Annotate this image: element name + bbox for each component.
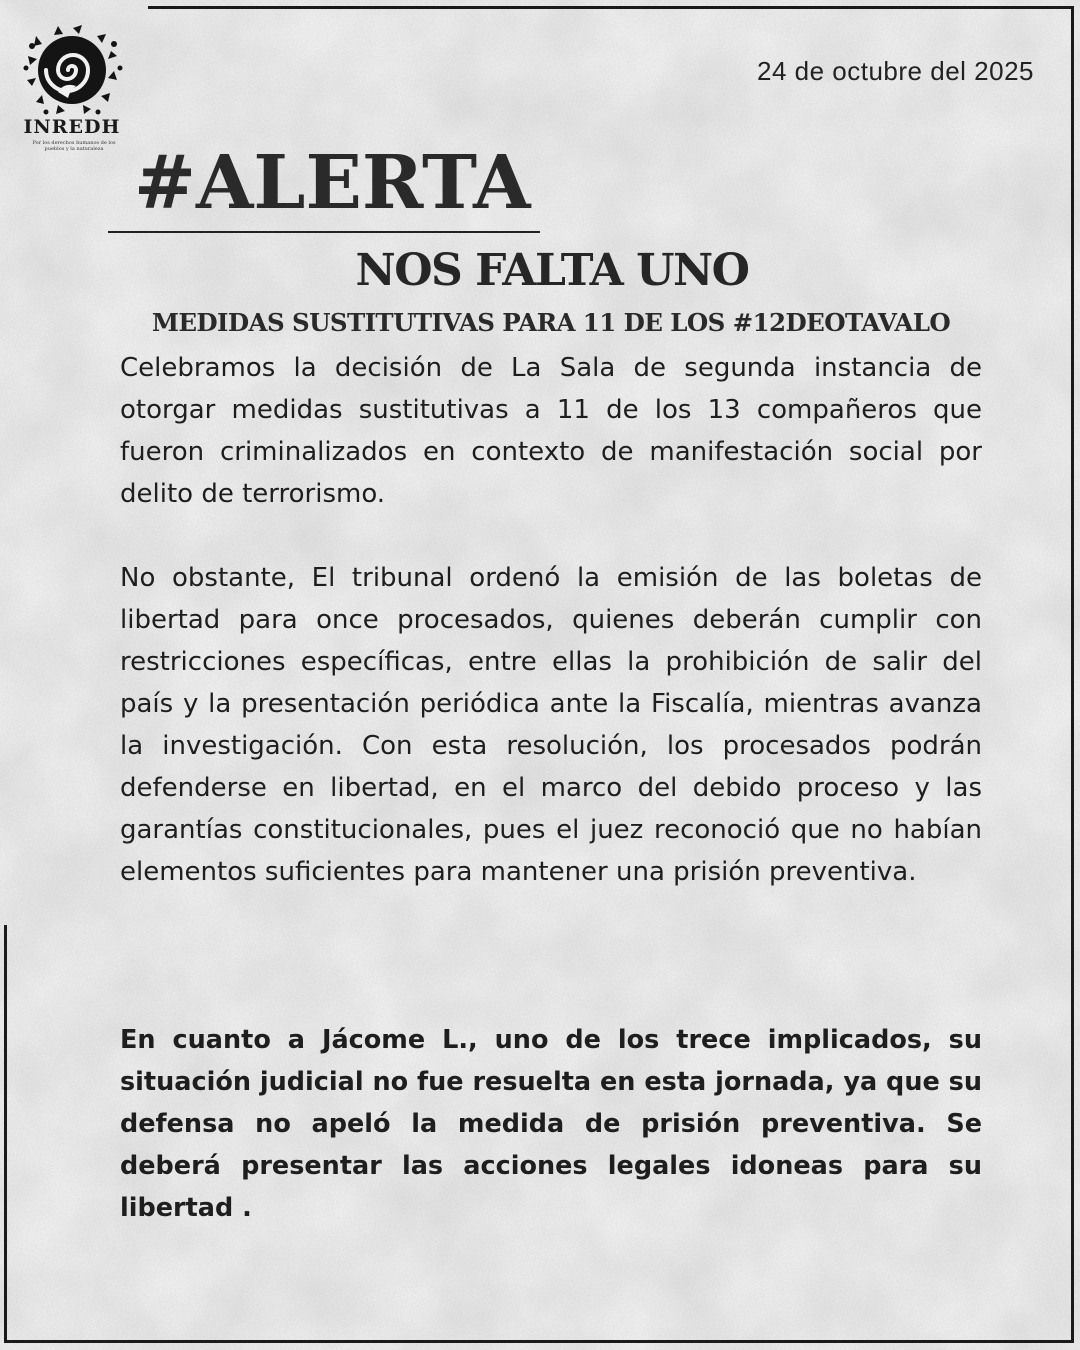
- subheadline: NOS FALTA UNO: [355, 245, 749, 296]
- frame-bottom-line: [4, 1340, 1074, 1343]
- spiral-emblem-icon: [18, 22, 126, 118]
- frame-top-line: [148, 6, 1074, 9]
- frame-left-line: [4, 925, 7, 1343]
- paragraph-jacome-bold: En cuanto a Jácome L., uno de los trece implicados, su situación judicial no fue resuelta en esta jornada, ya que su defensa no apeló la medida de prisión preventiva. Se deberá presentar las acciones legales idoneas para su libertad .: [120, 1025, 982, 1223]
- headline-underline: [108, 231, 540, 233]
- inredh-logo: [18, 22, 134, 162]
- frame-right-line: [1071, 6, 1074, 1343]
- logo-wordmark: INREDH: [23, 116, 121, 138]
- kicker-title: MEDIDAS SUSTITUTIVAS PARA 11 DE LOS #12DEOTAVALO: [151, 308, 951, 337]
- publication-date: 24 de octubre del 2025: [757, 56, 1034, 86]
- paragraph-resolution: No obstante, El tribunal ordenó la emisión de las boletas de libertad para once procesados, quienes deberán cumplir con restricciones específicas, entre ellas la prohibición de salir del país y la presentación periódica ante la Fiscalía, mientras avanza la investigación. Con esta resolución, los procesados podrán defenderse en libertad, en el marco del debido proceso y las garantías constitucionales, pues el juez reconoció que no habían elementos suficientes para mantener una prisión preventiva.: [120, 563, 982, 887]
- logo-tagline: Por los derechos humanos de los pueblos y la naturaleza: [32, 140, 116, 152]
- paragraph-celebration: Celebramos la decisión de La Sala de segunda instancia de otorgar medidas sustitutivas a 11 de los 13 compañeros que fueron criminalizados en contexto de manifestación social por delito de terrorismo.: [120, 353, 982, 509]
- headline-alerta: #ALERTA: [134, 140, 531, 226]
